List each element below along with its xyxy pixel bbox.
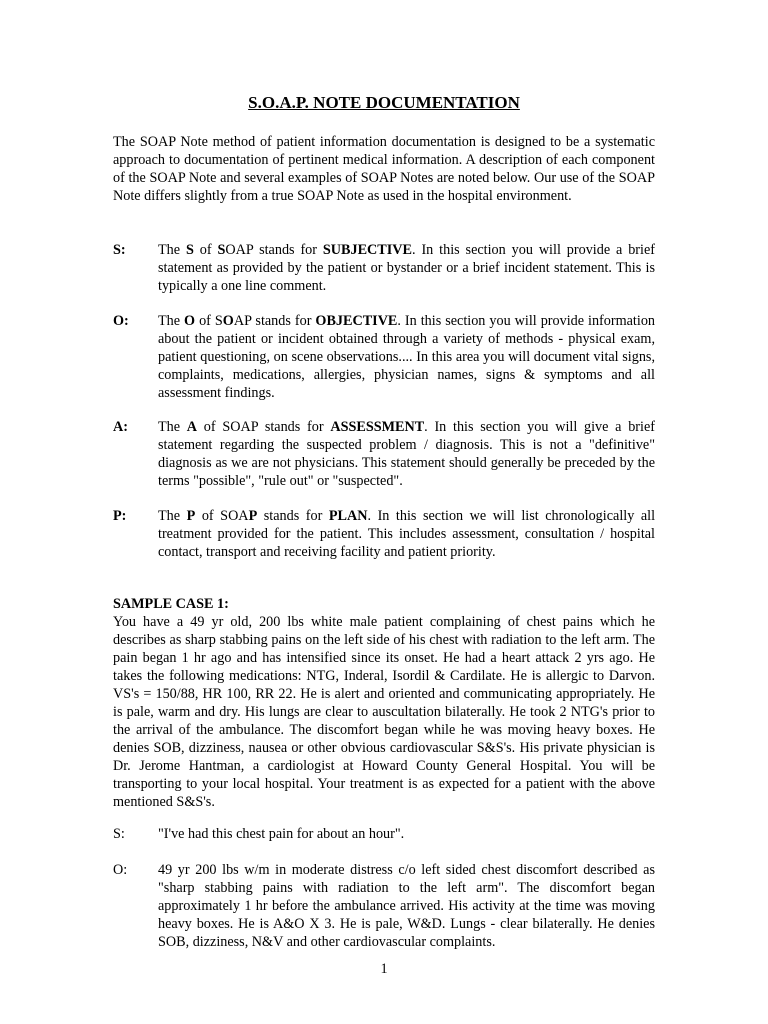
- sample-body: 49 yr 200 lbs w/m in moderate distress c/o left sided chest discomfort described as "sharp stabbing pains with radiation to the left arm". The discomfort began approximately 1 hr before the ambulance arrived. His activity at the time was moving heavy boxes. He is A&O X 3. He is pale, W&D. Lungs - clear bilaterally. He denies SOB, dizziness, N&V and other cardiovascular complaints.: [158, 862, 655, 950]
- page-number: 1: [380, 961, 388, 977]
- section-letter: O:: [113, 313, 129, 329]
- section-letter: S:: [113, 242, 126, 258]
- intro-paragraph: The SOAP Note method of patient information documentation is designed to be a systematic approach to documentation of pertinent medical information. A description of each component of the SOAP Note and several examples of SOAP Notes are noted below. Our use of the SOAP Note differs slightly from a true SOAP Note as used in the hospital environment.: [113, 134, 655, 204]
- section-body: The S of SOAP stands for SUBJECTIVE. In this section you will provide a brief statement as provided by the patient or bystander or a brief incident statement. This is typically a one line comment.: [158, 242, 655, 294]
- page-title: S.O.A.P. NOTE DOCUMENTATION: [248, 93, 520, 112]
- section-body: The A of SOAP stands for ASSESSMENT. In this section you will give a brief statement regarding the suspected problem / diagnosis. This is not a "definitive" diagnosis as we are not physicians. This statement should generally be preceded by the terms "possible", "rule out" or "suspected".: [158, 419, 655, 489]
- section-letter: A:: [113, 419, 128, 435]
- sample-case-text: You have a 49 yr old, 200 lbs white male patient complaining of chest pains which he describes as sharp stabbing pains on the left side of his chest with radiation to the left arm. The pain began 1 hr ago and has intensified since its onset. He had a heart attack 2 yrs ago. He takes the following medications: NTG, Inderal, Isordil & Cardilate. He is allergic to Darvon. VS's = 150/88, HR 100, RR 22. He is alert and oriented and communicating appropriately. He is pale, warm and dry. His lungs are clear to auscultation bilaterally. He took 2 NTG's prior to the arrival of the ambulance. The discomfort began while he was moving heavy boxes. He denies SOB, dizziness, nausea or other obvious cardiovascular S&S's. His private physician is Dr. Jerome Hantman, a cardiologist at Howard County General Hospital. You will be transporting to your local hospital. Your treatment is as expected for a patient with the above mentioned S&S's.: [113, 614, 655, 810]
- sample-case-heading: SAMPLE CASE 1:: [113, 596, 229, 612]
- section-body: The P of SOAP stands for PLAN. In this section we will list chronologically all treatment provided for the patient. This includes assessment, consultation / hospital contact, transport and receiving facility and patient priority.: [158, 508, 656, 560]
- section-letter: P:: [113, 508, 127, 524]
- section-body: The O of SOAP stands for OBJECTIVE. In this section you will provide information about the patient or incident obtained through a variety of methods - physical exam, patient questioning, on scene observations.... In this area you will document vital signs, complaints, medications, allergies, physician names, signs & symptoms and all assessment findings.: [158, 313, 656, 401]
- sample-letter: O:: [113, 862, 128, 878]
- sample-body: "I've had this chest pain for about an hour".: [158, 826, 405, 842]
- sample-letter: S:: [113, 826, 125, 842]
